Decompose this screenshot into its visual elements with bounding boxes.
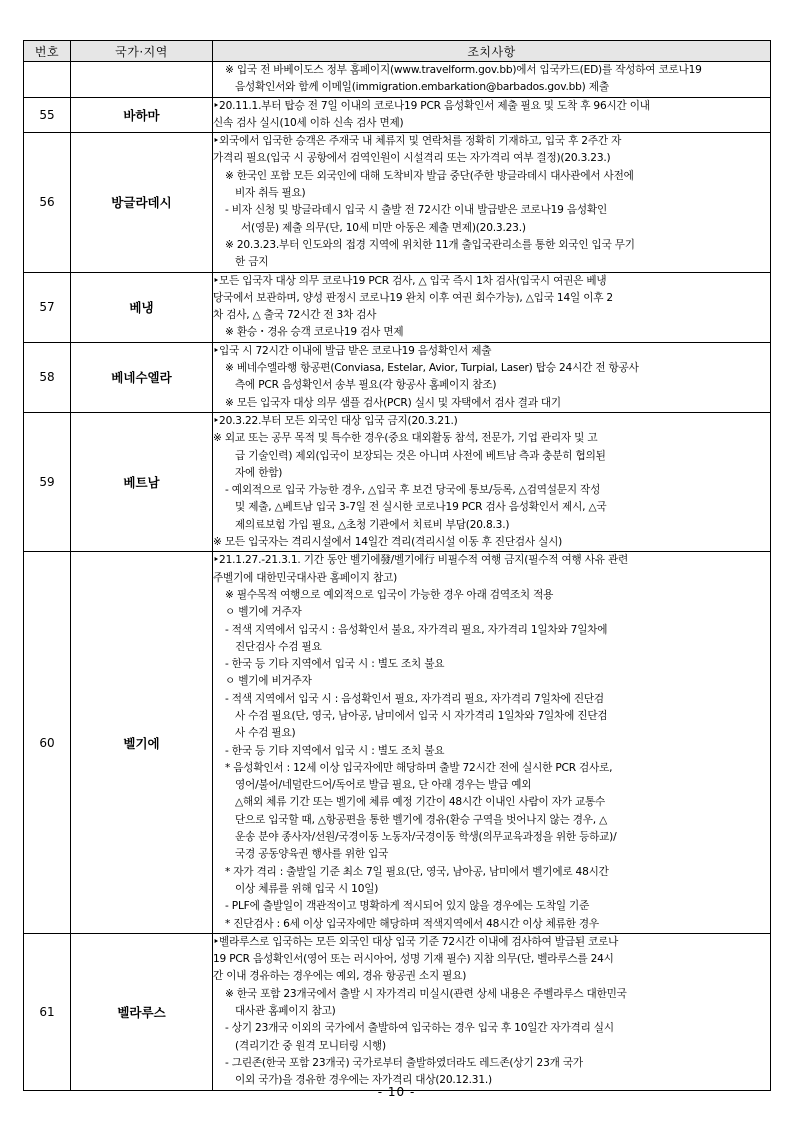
measure-line: 음성확인서와 함께 이메일(immigration.embarkation@barbados.gov.bb) 제출 xyxy=(235,81,609,94)
measure-line: 주벨기에 대한민국대사관 홈페이지 참고) xyxy=(213,571,398,584)
measure-line: 신속 검사 실시(10세 이하 신속 검사 면제) xyxy=(213,116,404,129)
measures-cell xyxy=(213,933,771,1090)
measure-line: - 적색 지역에서 입국 시 : 음성확인서 필요, 자가격리 필요, 자가격리 7일차에 진단검 xyxy=(225,692,604,705)
row-number: 56 xyxy=(24,133,71,272)
measure-line: ㅇ 벨기에 비거주자 xyxy=(225,675,312,688)
row-number xyxy=(24,62,71,98)
measure-line: 단으로 입국할 때, △항공편을 통한 벨기에 경유(환승 구역을 벗어나지 않는 경우, △ xyxy=(235,813,608,826)
table-row xyxy=(24,342,771,412)
measure-line: ‣벨라루스로 입국하는 모든 외국인 대상 입국 기준 72시간 이내에 검사하여 발급된 코로나 xyxy=(213,935,619,948)
page-number: - 10 - xyxy=(377,1085,416,1099)
measure-line: * 자가 격리 : 출발일 기준 최소 7일 필요(단, 영국, 남아공, 남미에서 벨기에로 48시간 xyxy=(225,865,609,878)
measures-cell xyxy=(213,552,771,934)
measures-cell xyxy=(213,62,771,98)
measure-line: ‣외국에서 입국한 승객은 주재국 내 체류지 및 연락처를 정확히 기재하고, 입국 후 2주간 자 xyxy=(213,135,622,148)
measure-line: * 음성확인서 : 12세 이상 입국자에만 해당하며 출발 72시간 전에 실시한 PCR 검사로, xyxy=(225,761,613,774)
table-row xyxy=(24,933,771,1090)
measure-line: ※ 모든 입국자 대상 의무 샘플 검사(PCR) 실시 및 자택에서 검사 결과 대기 xyxy=(225,396,561,409)
measure-line: ‣21.1.27.-21.3.1. 기간 동안 벨기에發/벨기에行 비필수적 여행 금지(필수적 여행 사유 관련 xyxy=(213,554,629,567)
measure-line: ※ 필수목적 여행으로 예외적으로 입국이 가능한 경우 아래 검역조치 적용 xyxy=(225,588,554,601)
table-row xyxy=(24,552,771,934)
table-row xyxy=(24,62,771,98)
measure-line: 당국에서 보관하며, 양성 판정시 코로나19 완치 이후 여권 회수가능), △입국 14일 이후 2 xyxy=(213,291,613,304)
measure-line: ‣모든 입국자 대상 의무 코로나19 PCR 검사, △ 입국 즉시 1차 검사(입국시 여권은 베냉 xyxy=(213,274,607,287)
country-name: 벨기에 xyxy=(71,552,213,934)
header-country: 국가·지역 xyxy=(71,41,213,62)
measure-line: 운송 분야 종사자/선원/국경이동 노동자/국경이동 학생(의무교육과정을 위한 등하교)/ xyxy=(235,831,617,844)
measures-cell xyxy=(213,342,771,412)
measure-line: ※ 20.3.23.부터 인도와의 접경 지역에 위치한 11개 출입국관리소를 통한 외국인 입국 무기 xyxy=(225,238,635,251)
measure-line: - 예외적으로 입국 가능한 경우, △입국 후 보건 당국에 통보/등록, △검역설문지 작성 xyxy=(225,484,601,497)
measure-line: - 그린존(한국 포함 23개국) 국가로부터 출발하였더라도 레드존(상기 23개 국가 xyxy=(225,1056,583,1069)
measure-line: ※ 입국 전 바베이도스 정부 홈페이지(www.travelform.gov.bb)에서 입국카드(ED)를 작성하여 코로나19 xyxy=(225,64,702,76)
measure-line: 제의료보험 가입 필요, △초청 기관에서 치료비 부담(20.8.3.) xyxy=(235,518,510,531)
table-row xyxy=(24,272,771,342)
measure-line: ※ 베네수엘라행 항공편(Conviasa, Estelar, Avior, Turpial, Laser) 탑승 24시간 전 항공사 xyxy=(225,362,639,375)
measure-line: 대사관 홈페이지 참고) xyxy=(235,1005,336,1018)
row-number: 55 xyxy=(24,97,71,133)
measure-line: 급 기술인력) 제외(입국이 보장되는 것은 아니며 사전에 베트남 측과 충분히 협의된 xyxy=(235,449,606,462)
measure-line: ※ 한국 포함 23개국에서 출발 시 자가격리 미실시(관련 상세 내용은 주벨라루스 대한민국 xyxy=(225,987,627,1000)
measure-line: ‣20.11.1.부터 탑승 전 7일 이내의 코로나19 PCR 음성확인서 제출 필요 및 도착 후 96시간 이내 xyxy=(213,99,650,112)
country-name xyxy=(71,62,213,98)
table-header-row xyxy=(24,41,771,62)
measure-line: ‣입국 시 72시간 이내에 발급 받은 코로나19 음성확인서 제출 xyxy=(213,344,492,357)
country-name: 베냉 xyxy=(71,272,213,342)
measure-line: 차 검사, △ 출국 72시간 전 3차 검사 xyxy=(213,309,377,322)
measures-cell xyxy=(213,97,771,133)
measure-line: 측에 PCR 음성확인서 송부 필요(각 항공사 홈페이지 참조) xyxy=(235,379,497,392)
country-name: 벨라루스 xyxy=(71,933,213,1090)
measure-line: 진단검사 수검 필요 xyxy=(235,640,322,653)
measure-line: ※ 환승・경유 승객 코로나19 검사 면제 xyxy=(225,326,404,339)
measure-line: - 비자 신청 및 방글라데시 입국 시 출발 전 72시간 이내 발급받은 코로나19 음성확인 xyxy=(225,204,607,217)
country-name: 베트남 xyxy=(71,412,213,551)
measure-line: 국경 공동양육권 행사를 위한 입국 xyxy=(235,848,389,861)
measure-line: - PLF에 출발일이 객관적이고 명확하게 적시되어 있지 않을 경우에는 도착일 기준 xyxy=(225,900,590,913)
measure-line: 자에 한함) xyxy=(235,466,283,479)
measure-line: 서(영문) 제출 의무(단, 10세 미만 아동은 제출 면제)(20.3.23.) xyxy=(241,221,526,234)
measure-line: 사 수검 필요(단, 영국, 남아공, 남미에서 입국 시 자가격리 1일차와 7일차에 진단검 xyxy=(235,709,608,722)
measure-line: - 한국 등 기타 지역에서 입국 시 : 별도 조치 불요 xyxy=(225,744,445,757)
measure-line: 한 금지 xyxy=(235,256,269,269)
measure-line: 가격리 필요(입국 시 공항에서 검역인원이 시설격리 또는 자가격리 여부 결정)(20.3.23.) xyxy=(213,152,611,165)
header-number: 번호 xyxy=(24,41,71,62)
measure-line: ※ 한국인 포함 모든 외국인에 대해 도착비자 발급 중단(주한 방글라데시 대사관에서 사전에 xyxy=(225,169,634,182)
measure-line: 및 제출, △베트남 입국 3-7일 전 실시한 코로나19 PCR 검사 음성확인서 제시, △국 xyxy=(235,501,607,514)
measure-line: ※ 외교 또는 공무 목적 및 특수한 경우(중요 대외활동 참석, 전문가, 기업 관리자 및 고 xyxy=(213,432,598,445)
measure-line: - 적색 지역에서 입국시 : 음성확인서 불요, 자가격리 필요, 자가격리 1일차와 7일차에 xyxy=(225,623,608,636)
measure-line: * 진단검사 : 6세 이상 입국자에만 해당하며 적색지역에서 48시간 이상 체류한 경우 xyxy=(225,917,599,930)
table-row xyxy=(24,133,771,272)
measure-line: - 한국 등 기타 지역에서 입국 시 : 별도 조치 불요 xyxy=(225,658,445,671)
measure-line: 사 수검 필요) xyxy=(235,727,296,740)
country-name: 베네수엘라 xyxy=(71,342,213,412)
measure-line: 이상 체류를 위해 입국 시 10일) xyxy=(235,882,379,895)
measure-line: (격리기간 중 원격 모니터링 시행) xyxy=(235,1039,386,1052)
measures-cell xyxy=(213,272,771,342)
measure-line: - 상기 23개국 이외의 국가에서 출발하여 입국하는 경우 입국 후 10일간 자가격리 실시 xyxy=(225,1022,614,1035)
row-number: 58 xyxy=(24,342,71,412)
country-name: 방글라데시 xyxy=(71,133,213,272)
measures-table xyxy=(23,40,771,1091)
row-number: 59 xyxy=(24,412,71,551)
measure-line: 이외 국가)을 경유한 경우에는 자가격리 대상(20.12.31.) xyxy=(235,1074,492,1087)
table-row xyxy=(24,97,771,133)
measure-line: 19 PCR 음성확인서(영어 또는 러시아어, 성명 기재 필수) 지참 의무(단, 벨라루스를 24시 xyxy=(213,953,614,966)
measure-line: ‣20.3.22.부터 모든 외국인 대상 입국 금지(20.3.21.) xyxy=(213,414,458,427)
measures-cell xyxy=(213,133,771,272)
measure-line: ※ 모든 입국자는 격리시설에서 14일간 격리(격리시설 이동 후 진단검사 실시) xyxy=(213,536,563,549)
measure-line: 간 이내 경유하는 경우에는 예외, 경유 항공권 소지 필요) xyxy=(213,970,467,983)
measure-line: 비자 취득 필요) xyxy=(235,187,306,200)
table-row xyxy=(24,412,771,551)
header-measures: 조치사항 xyxy=(213,41,771,62)
row-number: 57 xyxy=(24,272,71,342)
measure-line: ㅇ 벨기에 거주자 xyxy=(225,606,302,619)
country-name: 바하마 xyxy=(71,97,213,133)
row-number: 61 xyxy=(24,933,71,1090)
measure-line: △해외 체류 기간 또는 벨기에 체류 예정 기간이 48시간 이내인 사람이 자가 교통수 xyxy=(235,796,606,809)
measure-line: 영어/불어/네덜란드어/독어로 발급 필요, 단 아래 경우는 발급 예외 xyxy=(235,779,532,792)
measures-cell xyxy=(213,412,771,551)
row-number: 60 xyxy=(24,552,71,934)
